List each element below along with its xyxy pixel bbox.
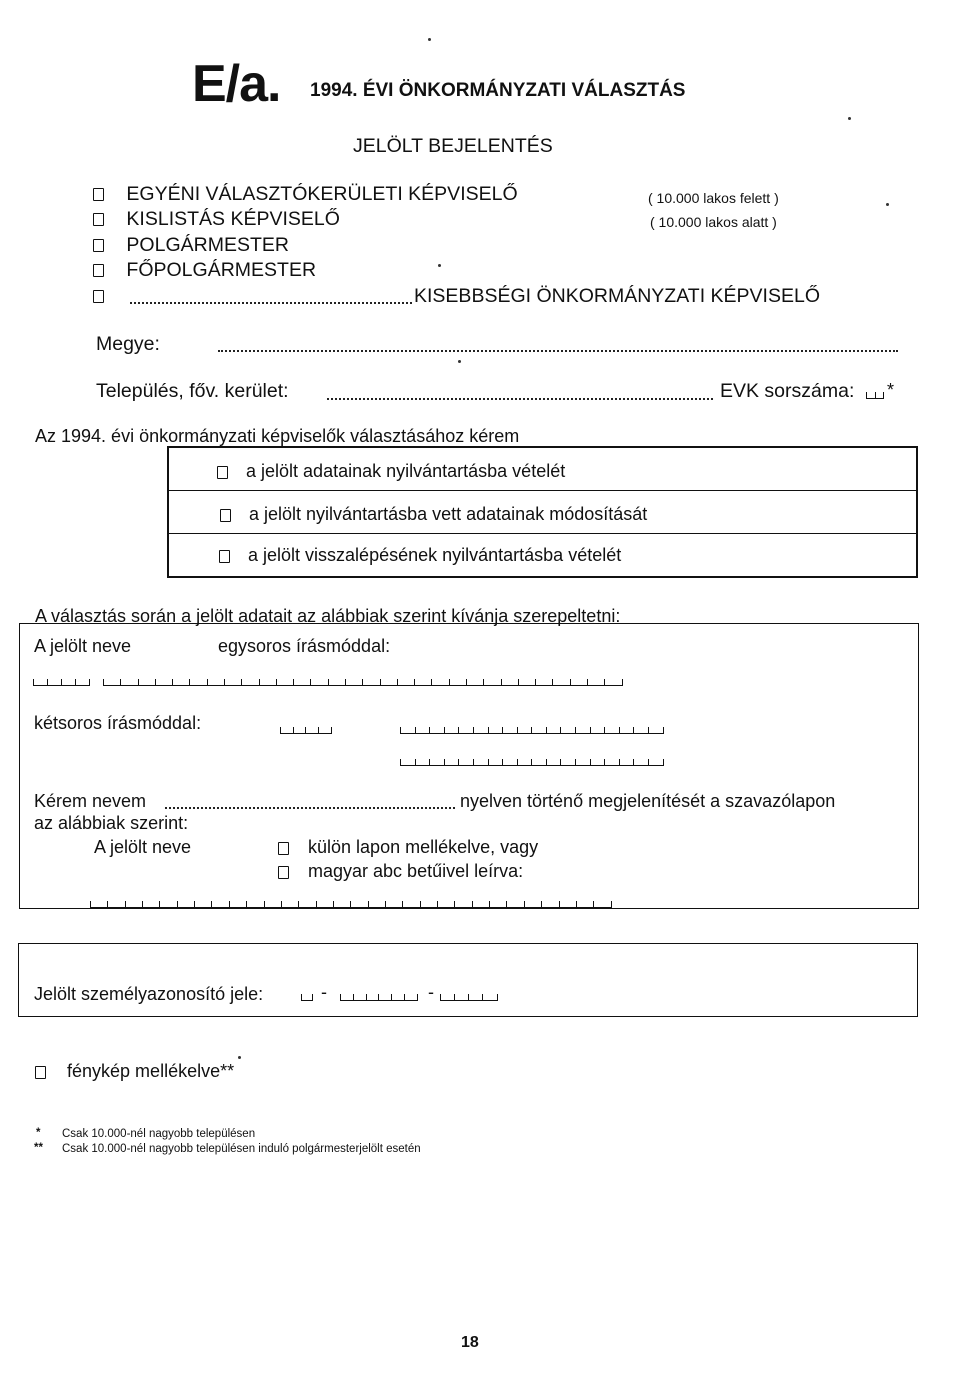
position-item-kislistas[interactable] [93, 208, 340, 231]
request-option-label: a jelölt visszalépésének nyilvántartásba vételét [248, 545, 622, 565]
field-cell-tick [473, 759, 474, 765]
footnote-text: Csak 10.000-nél nagyobb településen induló polgármesterjelölt esetén [62, 1143, 421, 1155]
field-cell-tick [590, 727, 591, 733]
field-cell-tick [611, 901, 612, 907]
field-cell-tick [604, 727, 605, 733]
field-cell-tick [466, 679, 467, 685]
scan-speck [238, 1056, 241, 1059]
id-dash: - [428, 982, 434, 1002]
field-cell-tick [280, 727, 281, 733]
field-cell-tick [402, 901, 403, 907]
field-cell-tick [420, 901, 421, 907]
scan-speck [428, 38, 431, 41]
footnote-text: Csak 10.000-nél nagyobb településen [62, 1128, 256, 1140]
field-cell-tick [576, 901, 577, 907]
field-cell-tick [400, 759, 401, 765]
magyar-abc-name-field[interactable] [90, 902, 612, 908]
field-cell-tick [47, 679, 48, 685]
field-cell-tick [415, 759, 416, 765]
divider [167, 490, 918, 491]
page-number: 18 [461, 1334, 479, 1351]
field-cell-tick [444, 727, 445, 733]
field-cell-tick [663, 727, 664, 733]
nyelven-label: nyelven történő megjelenítését a szavazólapon [460, 791, 836, 811]
field-cell-tick [444, 759, 445, 765]
footnote-mark: * [36, 1127, 41, 1139]
telepules-field[interactable] [327, 398, 713, 400]
checkbox[interactable] [93, 290, 104, 303]
field-cell-tick [546, 759, 547, 765]
field-cell-tick [33, 679, 34, 685]
field-cell-tick [61, 679, 62, 685]
field-cell-tick [362, 679, 363, 685]
field-cell-tick [397, 679, 398, 685]
position-item-egyeni[interactable] [93, 183, 518, 206]
field-cell-tick [189, 679, 190, 685]
field-cell-tick [593, 901, 594, 907]
megye-label: Megye: [96, 333, 160, 355]
field-cell-tick [535, 679, 536, 685]
checkbox[interactable] [220, 509, 231, 522]
evk-footnote-mark: * [887, 380, 895, 400]
id-section-box [18, 943, 918, 1017]
checkbox[interactable] [217, 466, 228, 479]
option-label: külön lapon mellékelve, vagy [308, 837, 539, 857]
checkbox[interactable] [35, 1066, 46, 1079]
field-cell-tick [229, 901, 230, 907]
field-cell-tick [75, 679, 76, 685]
request-intro: Az 1994. évi önkormányzati képviselők választásához kérem [35, 426, 520, 446]
field-cell-tick [246, 901, 247, 907]
language-field[interactable] [165, 807, 455, 809]
field-cell-tick [107, 901, 108, 907]
field-cell-tick [345, 679, 346, 685]
field-cell-tick [241, 679, 242, 685]
megye-field[interactable] [218, 350, 898, 352]
field-cell-tick [531, 727, 532, 733]
field-cell-tick [575, 759, 576, 765]
jelolt-neve-label: A jelölt neve [94, 837, 192, 857]
request-option-modositas[interactable] [220, 504, 647, 525]
field-cell-tick [264, 901, 265, 907]
photo-attached[interactable] [35, 1061, 234, 1082]
field-cell-tick [517, 727, 518, 733]
field-cell-tick [368, 901, 369, 907]
alabbiak-label: az alábbiak szerint: [34, 813, 189, 833]
field-cell-tick [120, 679, 121, 685]
field-cell-tick [648, 727, 649, 733]
request-option-label: a jelölt nyilvántartásba vett adatainak módosítását [249, 504, 648, 524]
field-cell-tick [366, 994, 367, 1000]
field-cell-tick [488, 727, 489, 733]
field-cell-tick [340, 994, 341, 1000]
field-cell-tick [468, 994, 469, 1000]
name-label: A jelölt neve [34, 636, 132, 656]
option-kulon-lapon[interactable] [278, 837, 538, 858]
field-cell-tick [89, 679, 90, 685]
field-cell-tick [429, 727, 430, 733]
field-cell-tick [440, 994, 441, 1000]
field-cell-tick [259, 679, 260, 685]
field-cell-tick [622, 679, 623, 685]
field-cell-tick [310, 679, 311, 685]
field-cell-tick [517, 759, 518, 765]
evk-label: EVK sorszáma: [720, 380, 855, 402]
field-cell-tick [546, 727, 547, 733]
field-cell-tick [207, 679, 208, 685]
id-serial-field[interactable] [440, 995, 498, 1001]
field-cell-tick [552, 679, 553, 685]
field-cell-tick [90, 901, 91, 907]
form-subtitle: JELÖLT BEJELENTÉS [353, 135, 553, 157]
field-cell-tick [648, 759, 649, 765]
divider [167, 533, 918, 534]
field-cell-tick [458, 727, 459, 733]
field-cell-tick [524, 901, 525, 907]
form-title: 1994. ÉVI ÖNKORMÁNYZATI VÁLASZTÁS [310, 80, 686, 101]
field-cell-tick [142, 901, 143, 907]
field-cell-tick [305, 727, 306, 733]
position-item-polgarmester[interactable] [93, 234, 289, 257]
field-cell-tick [587, 679, 588, 685]
double-line-prefix-field[interactable] [280, 728, 332, 734]
field-cell-tick [318, 727, 319, 733]
checkbox[interactable] [93, 213, 104, 226]
single-line-name-field[interactable] [103, 680, 623, 686]
field-cell-tick [489, 901, 490, 907]
field-cell-tick [518, 679, 519, 685]
position-label: POLGÁRMESTER [126, 234, 289, 256]
field-cell-tick [473, 727, 474, 733]
field-cell-tick [454, 994, 455, 1000]
field-cell-tick [417, 994, 418, 1000]
id-dash: - [321, 982, 327, 1002]
field-cell-tick [506, 901, 507, 907]
single-line-label: egysoros írásmóddal: [218, 636, 391, 656]
field-cell-tick [194, 901, 195, 907]
field-cell-tick [138, 679, 139, 685]
field-cell-tick [155, 679, 156, 685]
request-option-visszalepes[interactable] [219, 545, 621, 566]
position-label: FŐPOLGÁRMESTER [126, 259, 317, 281]
field-cell-tick [559, 901, 560, 907]
field-cell-tick [224, 679, 225, 685]
checkbox[interactable] [93, 239, 104, 252]
field-cell-tick [414, 679, 415, 685]
field-cell-tick [483, 679, 484, 685]
field-cell-tick [415, 727, 416, 733]
field-cell-tick [531, 759, 532, 765]
scan-speck [438, 264, 441, 267]
field-cell-tick [560, 759, 561, 765]
position-label: KISLISTÁS KÉPVISELŐ [126, 208, 340, 230]
option-label: magyar abc betűivel leírva: [308, 861, 524, 881]
field-cell-tick [385, 901, 386, 907]
field-cell-tick [497, 994, 498, 1000]
scan-speck [848, 117, 851, 120]
field-cell-tick [211, 901, 212, 907]
field-cell-tick [633, 727, 634, 733]
field-cell-tick [177, 901, 178, 907]
field-cell-tick [301, 994, 302, 1000]
checkbox[interactable] [93, 188, 104, 201]
field-cell-tick [350, 901, 351, 907]
field-cell-tick [619, 759, 620, 765]
double-line-label: kétsoros írásmóddal: [34, 713, 202, 733]
field-cell-tick [502, 727, 503, 733]
field-cell-tick [501, 679, 502, 685]
field-cell-tick [316, 901, 317, 907]
field-cell-tick [380, 679, 381, 685]
field-cell-tick [454, 901, 455, 907]
scan-speck [886, 203, 889, 206]
kerem-label: Kérem nevem [34, 791, 147, 811]
field-cell-tick [328, 679, 329, 685]
double-line-first-field[interactable] [400, 728, 664, 734]
checkbox[interactable] [278, 842, 289, 855]
field-cell-tick [298, 901, 299, 907]
field-cell-tick [333, 901, 334, 907]
field-cell-tick [604, 679, 605, 685]
id-label: Jelölt személyazonosító jele: [34, 984, 264, 1004]
telepules-label: Település, főv. kerület: [96, 380, 289, 402]
checkbox[interactable] [93, 264, 104, 277]
field-cell-tick [103, 679, 104, 685]
field-cell-tick [590, 759, 591, 765]
field-cell-tick [400, 727, 401, 733]
field-cell-tick [293, 679, 294, 685]
name-section-intro: A választás során a jelölt adatait az alábbiak szerint kívánja szerepeltetni: [35, 606, 621, 626]
footnote-mark: ** [34, 1142, 43, 1154]
field-cell-tick [404, 994, 405, 1000]
field-cell-tick [482, 994, 483, 1000]
position-label-kisebbsegi: KISEBBSÉGI ÖNKORMÁNYZATI KÉPVISELŐ [414, 285, 820, 307]
position-note-kislistas: ( 10.000 lakos alatt ) [650, 214, 777, 230]
field-cell-tick [570, 679, 571, 685]
field-cell-tick [125, 901, 126, 907]
position-item-kisebbsegi[interactable] [93, 285, 104, 308]
field-cell-tick [541, 901, 542, 907]
field-cell-tick [331, 727, 332, 733]
field-cell-tick [281, 901, 282, 907]
evk-field[interactable] [866, 393, 884, 399]
option-magyar-abc[interactable] [278, 861, 523, 882]
field-cell-tick [391, 994, 392, 1000]
field-cell-tick [604, 759, 605, 765]
id-birthdate-field[interactable] [340, 995, 418, 1001]
field-cell-tick [429, 759, 430, 765]
double-line-second-field[interactable] [400, 760, 664, 766]
photo-label: fénykép mellékelve** [67, 1061, 235, 1081]
request-option-label: a jelölt adatainak nyilvántartásba vételét [246, 461, 566, 481]
field-cell-tick [353, 994, 354, 1000]
field-cell-tick [378, 994, 379, 1000]
field-cell-tick [312, 994, 313, 1000]
position-note-egyeni: ( 10.000 lakos felett ) [648, 190, 779, 206]
kisebbsegi-blank-line[interactable] [130, 302, 412, 304]
field-cell-tick [575, 727, 576, 733]
field-cell-tick [276, 679, 277, 685]
field-cell-tick [488, 759, 489, 765]
field-cell-tick [449, 679, 450, 685]
field-cell-tick [472, 901, 473, 907]
field-cell-tick [431, 679, 432, 685]
checkbox[interactable] [278, 866, 289, 879]
checkbox[interactable] [219, 550, 230, 563]
field-cell-tick [619, 727, 620, 733]
field-cell-tick [560, 727, 561, 733]
field-cell-tick [633, 759, 634, 765]
request-option-adatok[interactable] [217, 461, 565, 482]
field-cell-tick [663, 759, 664, 765]
field-cell-tick [159, 901, 160, 907]
form-code: E/a. [192, 55, 281, 113]
field-cell-tick [293, 727, 294, 733]
field-cell-tick [458, 759, 459, 765]
single-line-prefix-field[interactable] [33, 680, 90, 686]
position-item-fopolgarmester[interactable] [93, 259, 316, 282]
field-cell-tick [437, 901, 438, 907]
scan-speck [458, 360, 461, 363]
field-cell-tick [172, 679, 173, 685]
field-cell-tick [502, 759, 503, 765]
id-sex-field[interactable] [301, 995, 313, 1001]
position-label: EGYÉNI VÁLASZTÓKERÜLETI KÉPVISELŐ [126, 183, 518, 205]
